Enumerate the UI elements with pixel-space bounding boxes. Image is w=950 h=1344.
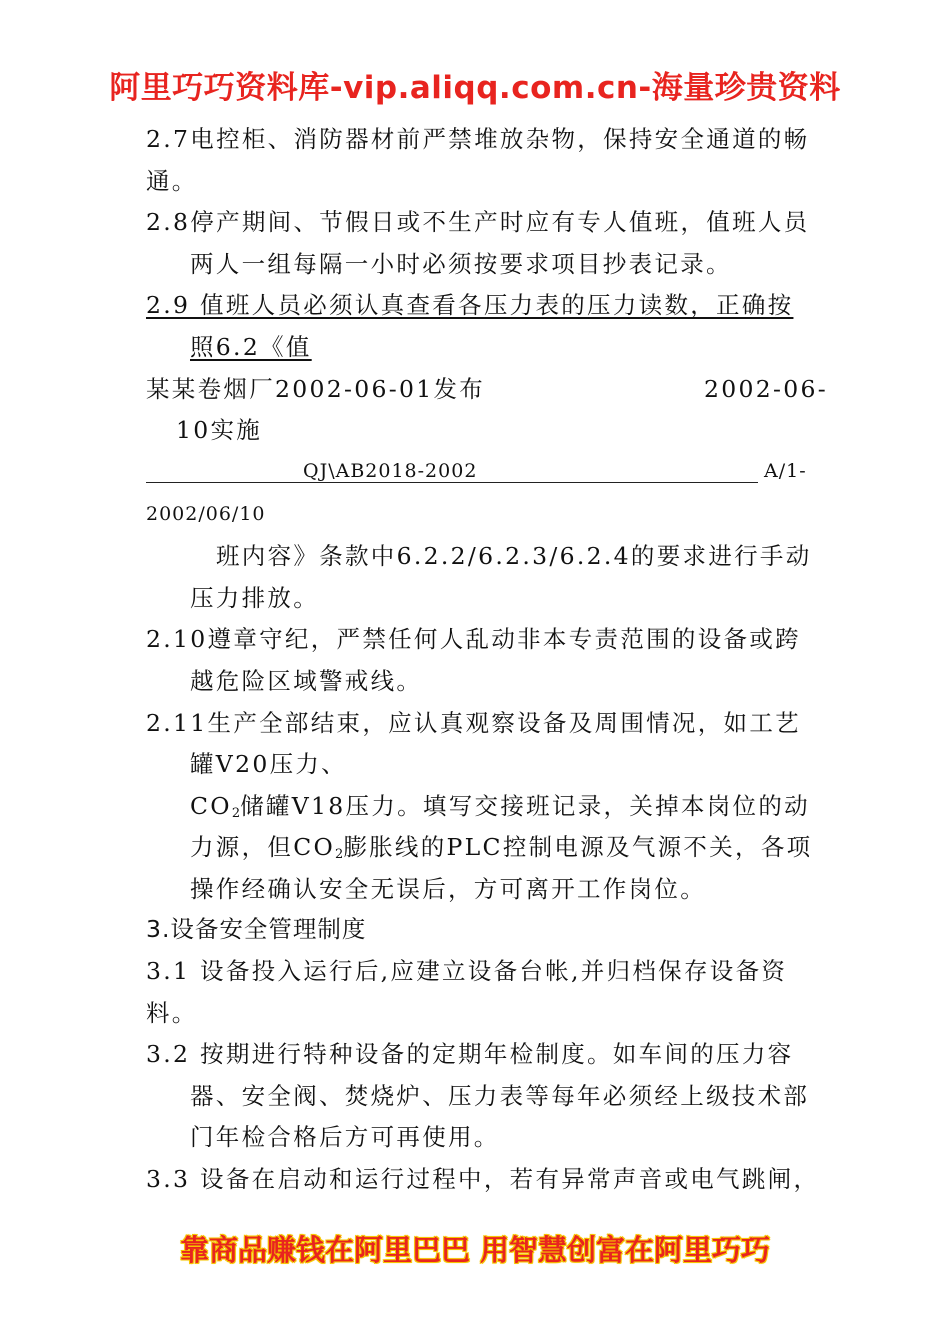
paragraph-2-10-line-2: 越危险区域警戒线。: [190, 667, 423, 695]
paragraph-2-11-line-5: 操作经确认安全无误后，方可离开工作岗位。: [190, 875, 706, 903]
paragraph-2-11-line-2: 罐V20压力、: [190, 750, 347, 778]
section-3-title: 3.设备安全管理制度: [146, 915, 367, 943]
page-footer-impl-date: 2002-06-: [704, 375, 828, 403]
paragraph-2-7-line-1: 2.7电控柜、消防器材前严禁堆放杂物，保持安全通道的畅: [146, 125, 810, 153]
paragraph-2-11-line-4: [190, 833, 813, 862]
paragraph-2-11-line-1: 2.11生产全部结束，应认真观察设备及周围情况，如工艺: [146, 709, 801, 737]
footer-banner: 靠商品赚钱在阿里巴巴 用智慧创富在阿里巧巧: [179, 1233, 771, 1267]
page-footer-revision: A/1-: [764, 460, 807, 482]
page-footer-publisher: 某某卷烟厂2002-06-01发布: [146, 375, 486, 403]
line-3-rest: 储罐V18压力。填写交接班记录，关掉本岗位的动: [240, 792, 810, 820]
paragraph-2-9-cont-line-2: 压力排放。: [190, 584, 319, 612]
paragraph-3-3-line-1: 3.3 设备在启动和运行过程中，若有异常声音或电气跳闸，: [146, 1165, 820, 1193]
paragraph-3-2-line-2: 器、安全阀、焚烧炉、压力表等每年必须经上级技术部: [190, 1082, 810, 1110]
header-banner: 阿里巧巧资料库-vip.aliqq.com.cn-海量珍贵资料: [109, 70, 841, 106]
paragraph-2-9-line-1: 2.9 值班人员必须认真查看各压力表的压力读数，正确按: [146, 291, 794, 319]
paragraph-3-2-line-3: 门年检合格后方可再使用。: [190, 1123, 500, 1151]
page-footer-rule: [146, 482, 758, 483]
paragraph-2-9-line-2: 照6.2《值: [190, 333, 312, 361]
page-footer-revision-date: 2002/06/10: [146, 503, 266, 525]
page-footer-doc-code: QJ\AB2018-2002: [303, 460, 478, 482]
co2-subscript: 2: [335, 847, 344, 862]
paragraph-3-2-line-1: 3.2 按期进行特种设备的定期年检制度。如车间的压力容: [146, 1040, 794, 1068]
paragraph-3-1-line-2: 料。: [146, 999, 198, 1027]
co2-subscript: 2: [231, 806, 241, 821]
line-4-start: 力源，但CO: [190, 833, 336, 861]
paragraph-2-11-line-3: [190, 792, 810, 821]
paragraph-2-8-line-1: 2.8停产期间、节假日或不生产时应有专人值班，值班人员: [146, 208, 810, 236]
page-footer-impl-date-cont: 10实施: [176, 416, 263, 444]
line-4-rest: 膨胀线的PLC控制电源及气源不关，各项: [343, 833, 813, 861]
co2-text: CO: [190, 792, 232, 820]
paragraph-2-10-line-1: 2.10遵章守纪，严禁任何人乱动非本专责范围的设备或跨: [146, 625, 801, 653]
paragraph-2-7-line-2: 通。: [146, 167, 198, 195]
paragraph-3-1-line-1: 3.1 设备投入运行后,应建立设备台帐,并归档保存设备资: [146, 957, 788, 985]
paragraph-2-8-line-2: 两人一组每隔一小时必须按要求项目抄表记录。: [190, 250, 732, 278]
paragraph-2-9-cont-line-1: 班内容》条款中6.2.2/6.2.3/6.2.4的要求进行手动: [216, 542, 812, 570]
